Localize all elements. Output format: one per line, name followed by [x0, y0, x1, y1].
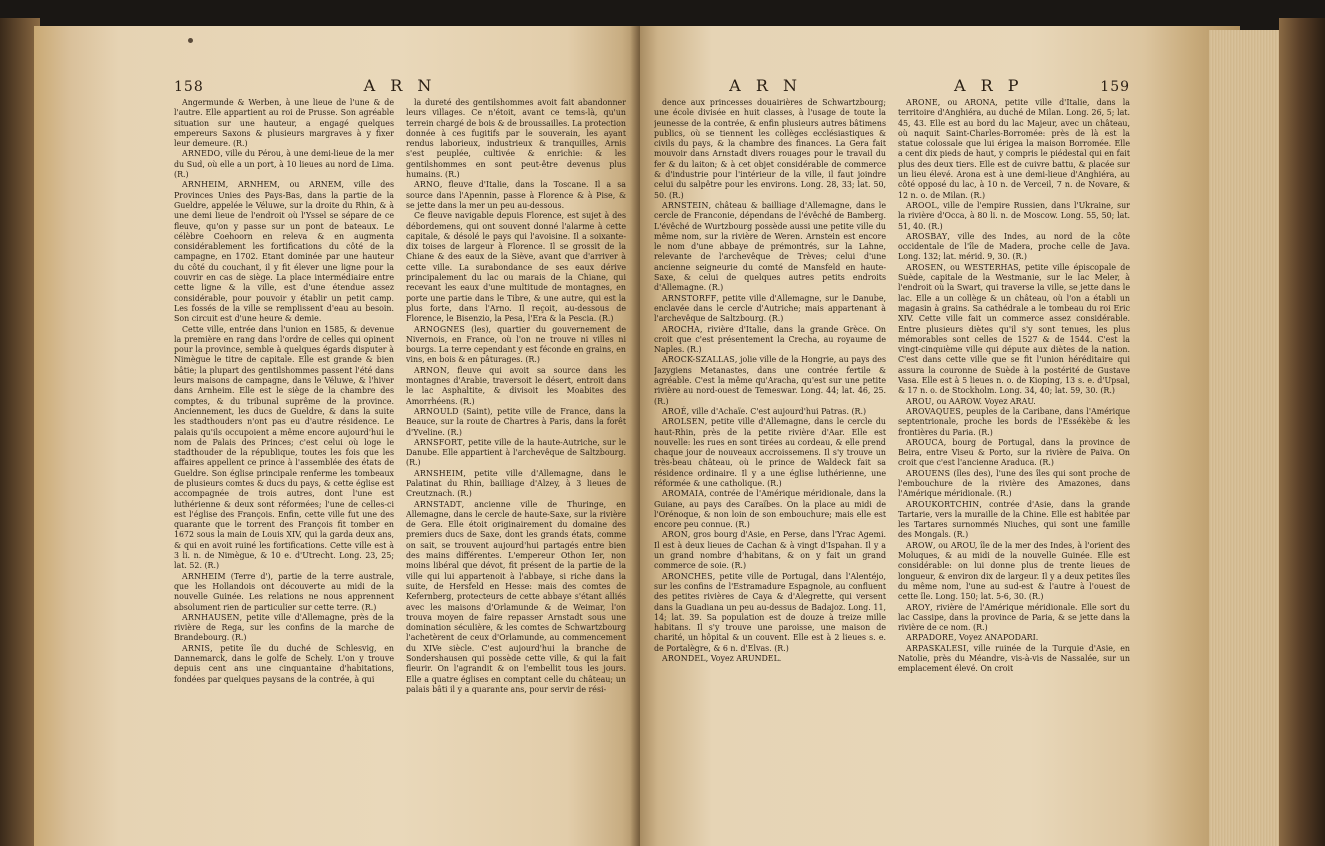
dictionary-entry	[406, 407, 626, 438]
entry-text: , Voyez ANAPODARI.	[954, 633, 1039, 643]
dictionary-entry	[406, 180, 626, 211]
right-page	[640, 26, 1240, 846]
entry-headword: ARNOULD	[414, 406, 459, 416]
entry-headword: AROSEN	[906, 262, 944, 272]
entry-text: , ou AROU, île de la mer des Indes, à l'orient des Moluques, & au midi de la nouvelle Guinée. Elle est considérable: on lui donne plus de trente lieues de longueur, & environ dix de largeur. Il y a deux petites îles du même nom, l'une au sud-est & l'autre à l'ouest de cette île. Long. 150; lat. 5-6, 30. (R.)	[898, 540, 1130, 602]
entry-text: , ville d'Achaïe. C'est aujourd'hui Patras. (R.)	[686, 406, 867, 416]
dictionary-entry	[406, 98, 626, 180]
dictionary-entry	[898, 644, 1130, 675]
dictionary-entry	[898, 98, 1130, 201]
dictionary-entry	[654, 489, 886, 530]
right-page-number: 159	[1100, 79, 1131, 95]
entry-text: Angermunde & Werben, à une lieue de l'une & de l'autre. Elle appartient au roi de Prusse. Son agréable situation sur une hauteur, a engagé quelques empereurs Saxons & plusieurs margraves à y fixer leur demeure. (R.)	[174, 98, 394, 149]
dictionary-entry	[406, 211, 626, 324]
entry-headword: ARNSTEIN	[662, 200, 709, 210]
dictionary-entry	[406, 366, 626, 407]
dictionary-entry	[654, 572, 886, 654]
dictionary-entry	[898, 500, 1130, 541]
left-running-head	[174, 76, 626, 94]
dictionary-entry	[174, 613, 394, 644]
entry-text: , ancienne ville de Thuringe, en Allemagne, dans le cercle de haute-Saxe, sur la rivière de Gera. Elle étoit originairement du domaine des premiers ducs de Saxe, dont les grands états, comme on sait, se trouvent aujourd'hui partagés entre bien des mains différentes. L'empereur Othon Ier, non moins libéral que dévot, fit présent de la partie de la ville qui lui appartenoit à l'abbaye, si riche dans la suite, de Hersfeld en Hesse: mais des comtes de Kefernberg, protecteurs de cette abbaye s'étant alliés avec les maisons d'Orlamunde & de Weimar, l'on trouva moyen de faire repasser Arnstadt sous une domination séculière, & les comtes de Schwartzbourg l'achetèrent de ceux d'Orlamunde, au commencement du XIVe siècle. C'est aujourd'hui la branche de Sondershausen qui possède cette ville, & qui la fait fleurir. On l'agrandit & on l'embellit tous les jours. Elle a quatre églises en comptant celle du château; un palais bâti il y a quarante ans, pour servir de rési-	[406, 499, 626, 694]
left-page	[34, 26, 640, 846]
entry-headword: ARNIS	[182, 643, 211, 653]
left-header-word: A R N	[363, 76, 437, 95]
entry-headword: ARON	[662, 530, 688, 540]
dictionary-entry	[898, 397, 1130, 407]
entry-text: , château & bailliage d'Allemagne, dans le cercle de Franconie, dépendans de l'évêché de Bamberg. L'évêché de Wurtzbourg possède aussi une petite ville du même nom, sur la rivière de Weren. Arnstein est encore le nom d'une abbaye de prémontrés, sur la Lahne, relevante de l'archevêque de Trèves; celui d'une ancienne seigneurie du comté de Mansfeld en haute-Saxe, & celui de quelques autres petits endroits d'Allemagne. (R.)	[654, 200, 886, 293]
dictionary-entry	[654, 201, 886, 294]
left-page-column-2	[406, 98, 626, 828]
entry-headword: AROU	[906, 396, 932, 406]
entry-text: , ARNHEM, ou ARNEM, ville des Provinces Unies des Pays-Bas, dans la partie de la Gueldre, appelée le Véluwe, sur la droite du Rhin, & à une demi lieue de l'endroit où l'Yssel se sépare de ce fleuve, qu'on y passe sur un pont de bateaux. Le célèbre Coehoorn en releva & en augmenta considérablement les fortifications du côté de la campagne, en 1702. Etant dominée par une hauteur du côté du couchant, il y fit élever une ligne pour la couvrir en cas de siège. La place intermédiaire entre cette ligne & la ville, est d'une étendue assez considérable, pour pouvoir y établir un petit camp. Les fossés de la ville se remplissent d'eau au besoin. Son circuit est d'une heure & demie.	[174, 180, 394, 324]
right-page-column-2	[898, 98, 1130, 828]
entry-text: , contrée de l'Amérique méridionale, dans la Guiane, au pays des Caraïbes. On la place au midi de l'Orénoque, & non loin de son embouchure; mais elle est encore peu connue. (R.)	[654, 489, 886, 530]
entry-headword: ARPASKALESI	[906, 643, 967, 653]
entry-text: (les), quartier du gouvernement de Nivernois, en France, où l'on ne trouve ni villes ni bourgs. La terre cependant y est féconde en grains, en vins, en bois & en pâturages. (R.)	[406, 324, 626, 365]
entry-headword: ARONE	[906, 98, 938, 107]
entry-text: (Saint), petite ville de France, dans la Beauce, sur la route de Chartres à Paris, dans la forêt d'Yveline. (R.)	[406, 406, 626, 437]
entry-headword: AROCHA	[662, 324, 700, 334]
entry-headword: ARNHEIM	[182, 180, 226, 190]
dictionary-entry	[654, 654, 886, 664]
entry-text: , petite ville d'Allemagne, dans le cercle du haut-Rhin, près de la petite rivière d'Aar. Elle est nouvelle: les rues en sont tirées au cordeau, & elle prend chaque jour de nouveaux accroissemens. Il s'y trouve un très-beau château, où le prince de Waldeck fait sa résidence ordinaire. Il y a une église luthérienne, une réformée & une catholique. (R.)	[654, 417, 886, 488]
dictionary-entry	[406, 438, 626, 469]
entry-text: , ou AAROW. Voyez ARAU.	[931, 396, 1036, 406]
dictionary-entry	[174, 98, 394, 149]
dictionary-entry	[174, 572, 394, 613]
dictionary-entry	[174, 325, 394, 572]
entry-text: , gros bourg d'Asie, en Perse, dans l'Yrac Agemi. Il est à deux lieues de Cachan & à vingt d'Ispahan. Il y a un grand nombre d'habitans, & on y fait un grand commerce de soie. (R.)	[654, 530, 886, 571]
entry-headword: ARNO	[414, 180, 440, 190]
entry-headword: ARNEDO	[182, 149, 221, 159]
entry-headword: ARNSFORT	[414, 437, 463, 447]
entry-headword: ARNON	[414, 365, 447, 375]
entry-text: , rivière d'Italie, dans la grande Grèce. On croit que c'est présentement la Crecha, au royaume de Naples. (R.)	[654, 324, 886, 355]
entry-headword: ARNHAUSEN	[182, 612, 240, 622]
entry-text: , petite ville de la haute-Autriche, sur le Danube. Elle appartient à l'archevêque de Saltzbourg. (R.)	[406, 437, 626, 468]
dictionary-entry	[654, 98, 886, 201]
dictionary-entry	[406, 500, 626, 696]
dictionary-entry	[406, 469, 626, 500]
dictionary-entry	[654, 355, 886, 406]
entry-text: , peuples de la Caribane, dans l'Amérique septentrionale, proche les bords de l'Essékèbe & les frontières du Paria. (R.)	[898, 406, 1130, 437]
dictionary-entry	[174, 180, 394, 324]
entry-text: , Voyez ARUNDEL.	[705, 654, 782, 664]
entry-text: (îles des), l'une des îles qui sont proche de l'embouchure de la rivière des Amazones, dans l'Amérique méridionale. (R.)	[898, 468, 1130, 499]
entry-headword: AROUENS	[906, 468, 951, 478]
entry-headword: AROW	[906, 540, 934, 550]
right-header-word-right: A R P	[953, 76, 1024, 95]
dictionary-entry	[406, 325, 626, 366]
entry-text: , fleuve qui avoit sa source dans les montagnes d'Arabie, traversoit le désert, entroit dans le lac Asphaltite, & divisoit les Moabites des Amorrhéens. (R.)	[406, 365, 626, 406]
dictionary-entry	[654, 294, 886, 325]
entry-text: la dureté des gentilshommes avoit fait abandonner leurs villages. Ce n'étoit, avant ce tems-là, qu'un terrein chargé de bois & de broussailles. La protection donnée à ces fugitifs par le souverain, les ayant rendus laborieux, industrieux & tranquilles, Arnis s'est peuplée, cultivée & enrichie: & les gentilshommes en sont peut-être devenus plus humains. (R.)	[406, 98, 626, 180]
dictionary-entry	[898, 232, 1130, 263]
dictionary-entry	[654, 325, 886, 356]
entry-text: , contrée d'Asie, dans la grande Tartarie, vers la muraille de la Chine. Elle est habitée par les Tartares surnommés Niuches, qui sont une famille des Mongals. (R.)	[898, 499, 1130, 540]
entry-text: , ville des Indes, au nord de la côte occidentale de l'île de Madera, proche celle de Java. Long. 132; lat. mérid. 9, 30. (R.)	[898, 231, 1130, 262]
dictionary-entry	[898, 438, 1130, 469]
dictionary-entry	[654, 407, 886, 417]
right-page-column-1	[654, 98, 886, 828]
entry-text: , ville de l'empire Russien, dans l'Ukraine, sur la rivière d'Occa, à 80 li. n. de Moscow. Long. 55, 50; lat. 51, 40. (R.)	[898, 200, 1130, 231]
right-cover-edge	[1279, 18, 1325, 846]
entry-text: , petite ville d'Allemagne, près de la rivière de Rega, sur les confins de la marche de Brandebourg. (R.)	[174, 612, 394, 643]
entry-text: , petite ville d'Allemagne, sur le Danube, enclavée dans le cercle d'Autriche; mais appartenant à l'archevêque de Saltzbourg. (R.)	[654, 293, 886, 324]
entry-headword: AROCK-SZALLAS	[662, 355, 735, 365]
entry-headword: AROOL	[906, 200, 937, 210]
entry-headword: AROUCA	[906, 437, 944, 447]
entry-headword: AROMAIA	[662, 489, 705, 499]
left-page-number: 158	[174, 79, 204, 95]
entry-headword: ARPADORE	[906, 633, 955, 643]
dictionary-entry	[898, 407, 1130, 438]
dictionary-entry	[898, 633, 1130, 643]
dictionary-entry	[898, 603, 1130, 634]
entry-text: (Terre d'), partie de la terre australe, que les Hollandois ont découverte au midi de la nouvelle Guinée. Les relations ne nous apprennent absolument rien de particulier sur cette terre. (R.)	[174, 571, 394, 612]
entry-headword: AROÉ	[662, 406, 687, 416]
entry-headword: AROY	[906, 602, 931, 612]
entry-headword: ARNSHEIM	[414, 468, 464, 478]
page-edges	[1209, 30, 1279, 846]
dictionary-entry	[898, 541, 1130, 603]
right-header-word-left: A R N	[729, 76, 802, 95]
dictionary-entry	[174, 149, 394, 180]
dictionary-entry	[654, 417, 886, 489]
dictionary-entry	[174, 644, 394, 685]
entry-text: dence aux princesses douairières de Schwartzbourg; une école divisée en huit classes, à l'usage de toute la jeunesse de la contrée, & enfin plusieurs autres bâtimens publics, où se tiennent les collèges ecclésiastiques & civils du pays, & la chambre des finances. La Gera fait mouvoir dans Arnstadt divers rouages pour le travail du fer & du laiton; & à cet objet considérable de commerce & d'industrie pour l'intérieur de la ville, il faut joindre celui du salpêtre pour les environs. Long. 28, 33; lat. 50, 50. (R.)	[654, 98, 886, 200]
entry-text: Ce fleuve navigable depuis Florence, est sujet à des débordemens, qui ont souvent donné l'alarme à cette capitale, & désolé le pays qui l'avoisine. Il a soixante-dix toises de largeur à Florence. Il se grossit de la Chiane & des eaux de la Siève, avant que d'arriver à cette ville. La surabondance de ses eaux dérive principalement du lac ou marais de la Chiane, qui recevant les eaux d'une multitude de montagnes, en porte une partie dans le Tibre, & une autre, qui est la plus forte, dans l'Arno. Il reçoit, au-dessous de Florence, le Bisenzio, la Pesa, l'Era & la Pescia. (R.)	[406, 211, 626, 324]
entry-headword: ARNSTORFF	[662, 293, 717, 303]
left-page-column-1	[174, 98, 394, 828]
entry-text: , petite île du duché de Schlesvig, en Dannemarck, dans le golfe de Schely. L'on y trouve depuis cent ans une cinquantaine d'habitations, fondées par quelques paysans de la contrée, à qui	[174, 643, 394, 684]
entry-text: , rivière de l'Amérique méridionale. Elle sort du lac Cassipe, dans la province de Paria, & se jette dans la rivière de ce nom. (R.)	[898, 602, 1130, 633]
entry-headword: ARNSTADT	[414, 499, 462, 509]
entry-text: , ville du Pérou, à une demi-lieue de la mer du Sud, où elle a un port, à 10 lieues au nord de Lima. (R.)	[174, 149, 394, 180]
ink-spot	[188, 38, 193, 43]
entry-text: , jolie ville de la Hongrie, au pays des Jazygiens Metanastes, dans une contrée fertile & agréable. C'est la même qu'Aracha, qu'est sur une petite rivière au nord-ouest de Temeswar. Long. 44; lat. 46, 25. (R.)	[654, 355, 886, 406]
entry-text: , bourg de Portugal, dans la province de Beira, entre Viseu & Porto, sur la rivière de Paiva. On croit que c'est l'ancienne Araduca. (R.)	[898, 437, 1130, 468]
entry-headword: ARONDEL	[662, 654, 706, 664]
entry-headword: ARNOGNES	[414, 324, 465, 334]
dictionary-entry	[898, 263, 1130, 397]
entry-text: , ou ARONA, petite ville d'Italie, dans la territoire d'Anghiéra, au duché de Milan. Long. 26, 5; lat. 45, 43. Elle est au bord du lac Majeur, avec un château, où naquit Saint-Charles-Borromée: près de là est la statue colossale que lui érigea la maison Borromée. Elle a cent dix pieds de haut, y compris le piédestal qui en fait plus des deux tiers. Elle est de cuivre battu, & placée sur un lieu élevé. Arona est à une demi-lieue d'Anghiéra, au côté opposé du lac, à 10 n. de Verceil, 7 n. de Novare, & 12 n. o. de Milan. (R.)	[898, 98, 1130, 200]
entry-headword: AROUKORTCHIN	[906, 499, 980, 509]
dictionary-entry	[654, 530, 886, 571]
right-running-head	[654, 76, 1130, 94]
entry-headword: AROSBAY	[906, 231, 948, 241]
entry-headword: AROLSEN	[662, 417, 705, 427]
entry-headword: AROVAQUES	[906, 406, 961, 416]
entry-text: Cette ville, entrée dans l'union en 1585, & devenue la première en rang dans l'ordre de celles qui opinent pour la province, semble à quelques égards disputer à Nimègue le titre de capitale. Elle est grande & bien bâtie; la plupart des gentilshommes passent l'été dans leurs maisons de campagne, dans le Véluwe, & l'hiver dans Arnheim. Elle est le siège de la chambre des comptes, & du tribunal suprême de la province. Anciennement, les ducs de Gueldre, & dans la suite les stadthouders n'ont pas eu d'autre résidence. Le palais qu'ils occupoient a même encore aujourd'hui le nom de Palais des Princes; c'est celui où loge le stadthouder de la république, toutes les fois que les affaires appellent ce prince à l'assemblée des états de Gueldre. Son église principale renferme les tombeaux de plusieurs comtes & ducs du pays, & cette église est accompagnée de trois autres, dont l'une est luthérienne & deux sont réformées; l'une de celles-ci est l'église des François. Enfin, cette ville fut une des quarante que le torrent des François fit tomber en 1672 sous la main de Louis XIV, qui la garda deux ans, & qui en avoit ruiné les fortifications. Cette ville est à 3 li. n. de Nimègue, & 10 e. d'Utrecht. Long. 23, 25; lat. 52. (R.)	[174, 324, 394, 571]
dictionary-entry	[898, 469, 1130, 500]
entry-headword: ARONCHES	[662, 571, 713, 581]
entry-text: , fleuve d'Italie, dans la Toscane. Il a sa source dans l'Apennin, passe à Florence & à Pise, & se jette dans la mer un peu au-dessous.	[406, 180, 626, 210]
entry-text: , petite ville de Portugal, dans l'Alentéjo, sur les confins de l'Estramadure Espagnole, au confluent des petites rivières de Caya & d'Alegrette, qui versent dans la Guadiana un peu au-dessus de Badajoz. Long. 11, 14; lat. 39. Sa population est de douze à treize mille habitans. Il s'y trouve une paroisse, une maison de charité, un hôpital & un couvent. Elle est à 2 lieues s. e. de Portalègre, & 6 n. d'Elvas. (R.)	[654, 571, 886, 653]
dictionary-entry	[898, 201, 1130, 232]
entry-text: , petite ville d'Allemagne, dans le Palatinat du Rhin, bailliage d'Alzey, à 3 lieues de Creutznach. (R.)	[406, 468, 626, 499]
entry-text: , ou WESTERHAS, petite ville épiscopale de Suède, capitale de la Westmanie, sur le lac Meler, à l'endroit où la Swart, qui traverse la ville, se jette dans le lac. Elle a un collège & un château, où l'on a établi un magasin à grains. Sa cathédrale a le tombeau du roi Eric XIV. Cette ville fait un commerce assez considérable. Entre plusieurs diètes qu'il s'y sont tenues, les plus mémorables sont celles de 1527 & de 1544. C'est la vingt-cinquième ville qui députe aux diètes de la nation. C'est dans cette ville que se fit l'union héréditaire qui assura la couronne de Suède à la postérité de Gustave Vasa. Elle est à 5 lieues n. o. de Kioping, 13 s. e. d'Upsal, & 17 n. o. de Stockholm. Long. 34, 40; lat. 59, 30. (R.)	[898, 262, 1130, 396]
entry-text: , ville ruinée de la Turquie d'Asie, en Natolie, près du Méandre, vis-à-vis de Nassalée, sur un emplacement élevé. On croit	[898, 643, 1130, 674]
entry-headword: ARNHEIM	[182, 571, 226, 581]
